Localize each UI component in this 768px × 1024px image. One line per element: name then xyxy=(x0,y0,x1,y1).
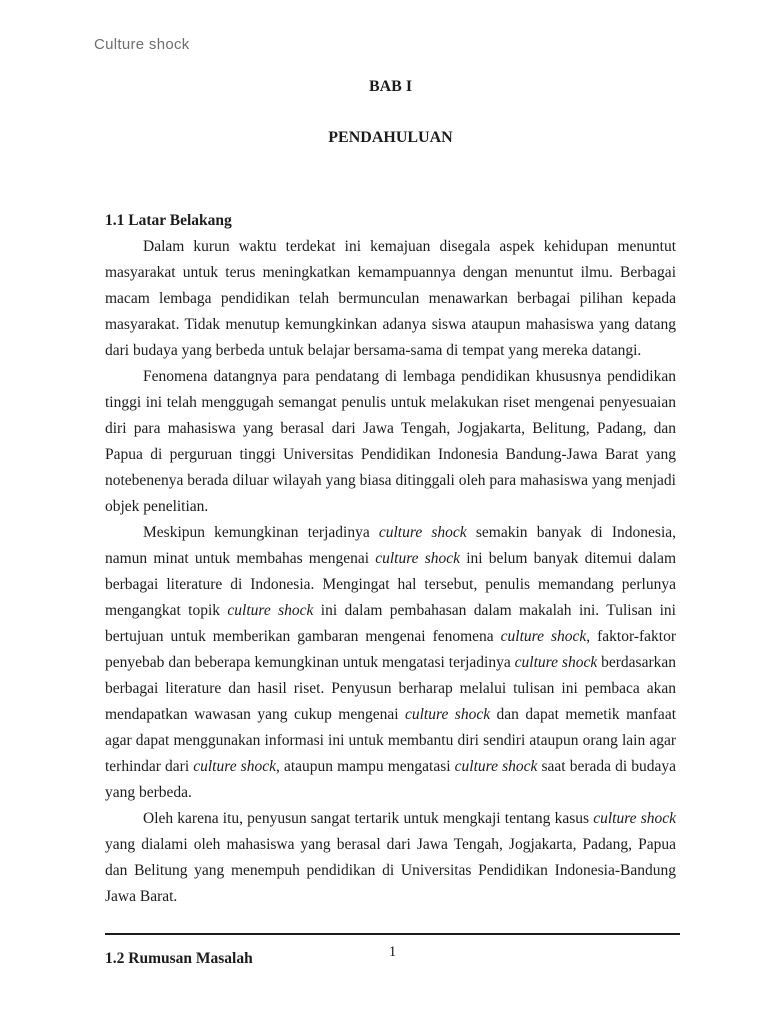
paragraph: Meskipun kemungkinan terjadinya culture shock semakin banyak di Indonesia, namun minat untuk membahas mengenai culture shock ini belum banyak ditemui dalam berbagai literature di Indonesia. Mengingat hal tersebut, penulis memandang perlunya mengangkat topik culture shock ini dalam pembahasan dalam makalah ini. Tulisan ini bertujuan untuk memberikan gambaran mengenai fenomena culture shock, faktor-faktor penyebab dan beberapa kemungkinan untuk mengatasi terjadinya culture shock berdasarkan berbagai literature dan hasil riset. Penyusun berharap melalui tulisan ini pembaca akan mendapatkan wawasan yang cukup mengenai culture shock dan dapat memetik manfaat agar dapat menggunakan informasi ini untuk membantu diri sendiri ataupun orang lain agar terhindar dari culture shock, ataupun mampu mengatasi culture shock saat berada di budaya yang berbeda. xyxy=(105,524,677,801)
document-body xyxy=(105,208,676,972)
footer-divider xyxy=(105,933,680,935)
chapter-title: BAB I xyxy=(368,78,413,95)
section-heading: 1.2 Rumusan Masalah xyxy=(105,950,253,967)
page-footer xyxy=(105,933,680,961)
running-header-title: Culture shock xyxy=(94,36,190,53)
page-number: 1 xyxy=(388,944,397,960)
paragraph: Fenomena datangnya para pendatang di lembaga pendidikan khususnya pendidikan tinggi ini telah menggugah semangat penulis untuk melakukan riset mengenai penyesuaian diri para mahasiswa yang berasal dari Jawa Tengah, Jogjakarta, Belitung, Padang, dan Papua di perguruan tinggi Universitas Pendidikan Indonesia Bandung-Jawa Barat yang notebenenya berada diluar wilayah yang biasa ditinggali oleh para mahasiswa yang menjadi objek penelitian. xyxy=(105,368,676,515)
paragraph: Oleh karena itu, penyusun sangat tertarik untuk mengkaji tentang kasus culture shock yang dialami oleh mahasiswa yang berasal dari Jawa Tengah, Jogjakarta, Padang, Papua dan Belitung yang menempuh pendidikan di Universitas Pendidikan Indonesia-Bandung Jawa Barat. xyxy=(105,810,676,905)
paragraph: Dalam kurun waktu terdekat ini kemajuan disegala aspek kehidupan menuntut masyarakat untuk terus meningkatkan kemampuannya dengan menuntut ilmu. Berbagai macam lembaga pendidikan telah bermunculan menawarkan berbagai pilihan kepada masyarakat. Tidak menutup kemungkinkan adanya siswa ataupun mahasiswa yang datang dari budaya yang berbeda untuk belajar bersama-sama di tempat yang mereka datangi. xyxy=(105,238,676,359)
chapter-subtitle: PENDAHULUAN xyxy=(328,129,453,146)
section-heading: 1.1 Latar Belakang xyxy=(105,212,232,229)
